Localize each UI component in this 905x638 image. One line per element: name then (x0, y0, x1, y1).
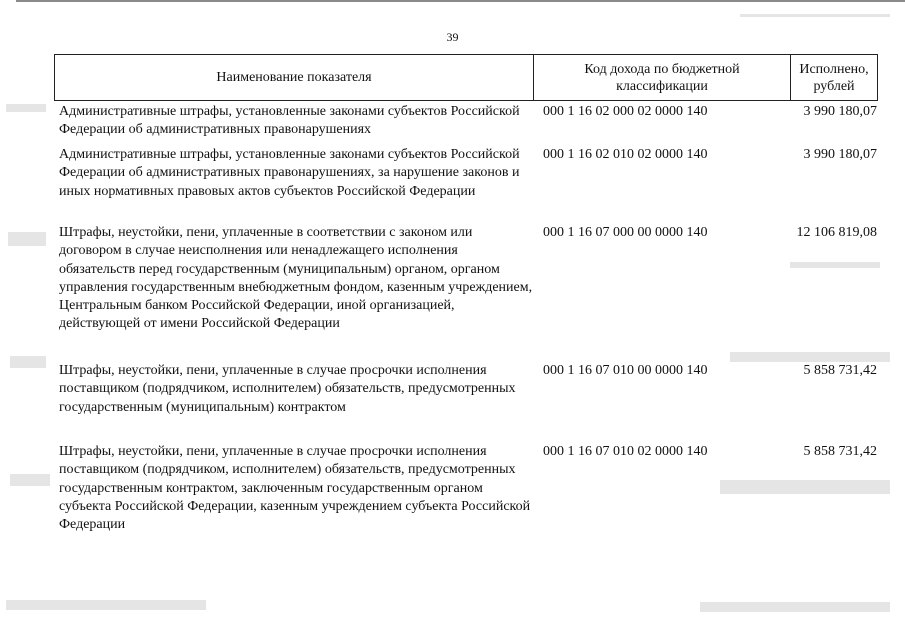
row-name: Административные штрафы, установленные законами субъектов Российской Федерации об административных правонарушениях, за нарушение законов и иных нормативных правовых актов субъектов Российской Федерации (59, 147, 520, 199)
row-amount: 5 858 731,42 (803, 444, 877, 459)
row-name: Штрафы, неустойки, пени, уплаченные в случае просрочки исполнения поставщиком (подрядчиком, исполнителем) обязательств, предусмотренных государственным (муниципальным) контрактом (59, 363, 516, 415)
scan-noise (700, 602, 890, 612)
scan-noise (8, 232, 46, 246)
row-amount: 5 858 731,42 (803, 363, 877, 378)
row-name: Штрафы, неустойки, пени, уплаченные в случае просрочки исполнения поставщиком (подрядчиком, исполнителем) обязательств, предусмотренных государственным контрактом, заключенным государственным органом субъекта Российской Федерации, казенным учреждением субъекта Российской Федерации (59, 444, 531, 533)
table-header (54, 54, 878, 101)
row-code: 000 1 16 02 010 02 0000 140 (543, 147, 708, 162)
row-code: 000 1 16 02 000 02 0000 140 (543, 104, 708, 119)
scan-noise (720, 480, 890, 494)
scan-noise (10, 356, 46, 368)
row-name: Штрафы, неустойки, пени, уплаченные в соответствии с законом или договором в случае неисполнения или ненадлежащего исполнения обязательств перед государственным (муниципальным) органом, органом управления государственным внебюджетным фондом, казенным учреждением, Центральным банком Российской Федерации, иной организацией, действующей от имени Российской Федерации (59, 225, 533, 332)
row-amount: 3 990 180,07 (803, 147, 877, 162)
scan-noise (740, 14, 890, 17)
row-amount: 12 106 819,08 (796, 225, 877, 240)
row-code: 000 1 16 07 000 00 0000 140 (543, 225, 708, 240)
row-name: Административные штрафы, установленные законами субъектов Российской Федерации об административных правонарушениях (59, 104, 520, 138)
scan-noise (730, 352, 890, 362)
header-amount: Исполнено, рублей (799, 61, 869, 94)
page-number: 39 (446, 30, 459, 44)
scan-noise (10, 474, 50, 486)
row-code: 000 1 16 07 010 00 0000 140 (543, 363, 708, 378)
top-rule (16, 0, 905, 2)
scan-noise (6, 104, 46, 112)
row-code: 000 1 16 07 010 02 0000 140 (543, 444, 708, 459)
header-name: Наименование показателя (55, 55, 534, 100)
header-code: Код дохода по бюджетной классификации (534, 55, 791, 100)
scan-noise (790, 262, 880, 268)
row-amount: 3 990 180,07 (803, 104, 877, 119)
scan-noise (6, 600, 206, 610)
